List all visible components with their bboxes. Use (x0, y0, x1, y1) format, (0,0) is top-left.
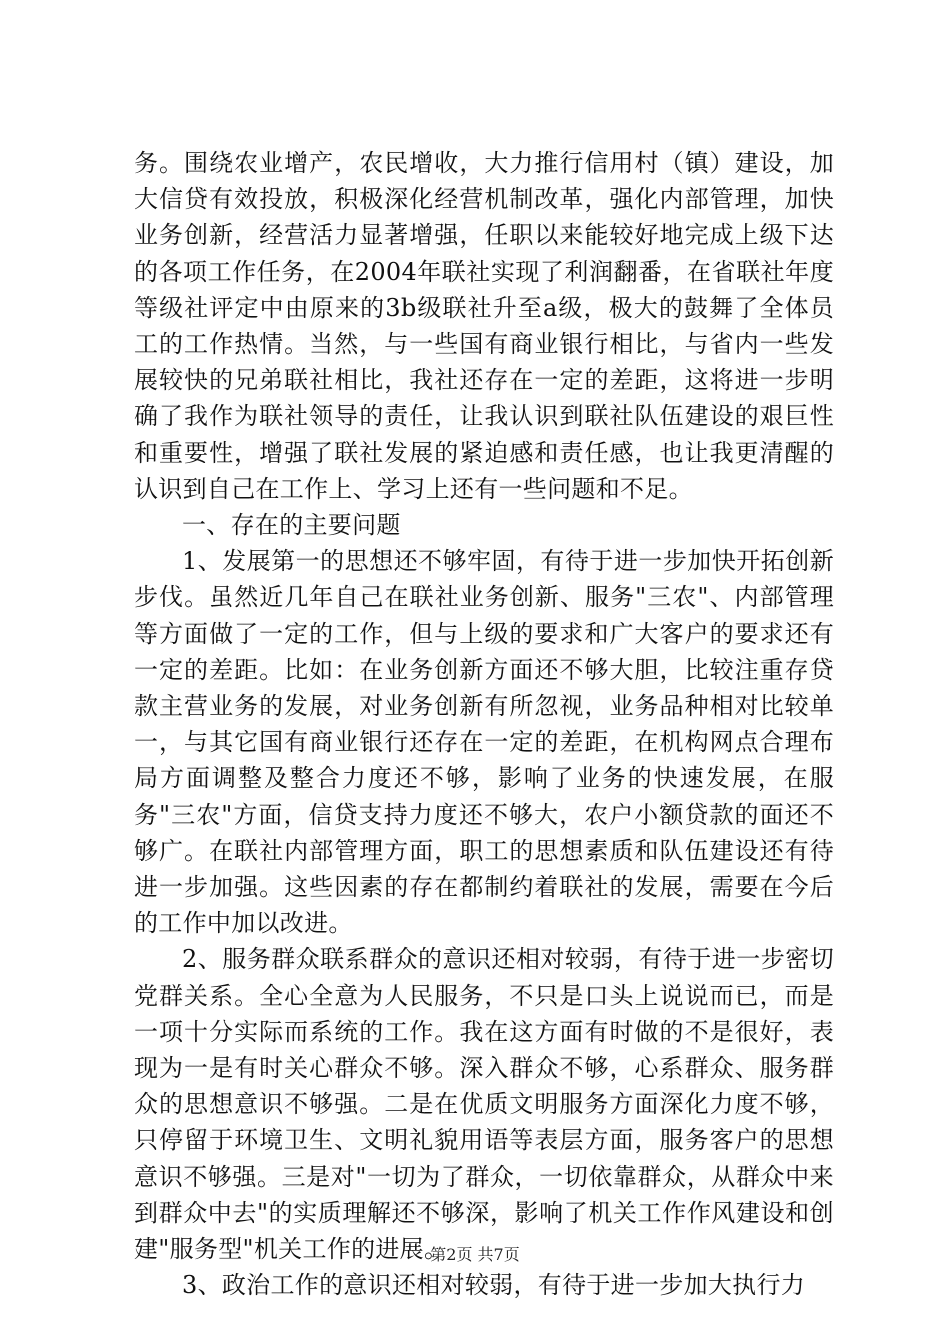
document-body (134, 145, 834, 1304)
page-number-footer: 第2页 共7页 (430, 1245, 520, 1264)
paragraph-issue-1: 1、发展第一的思想还不够牢固，有待于进一步加快开拓创新步伐。虽然近几年自己在联社业务创新、服务"三农"、内部管理等方面做了一定的工作，但与上级的要求和广大客户的要求还有一定的差距。比如：在业务创新方面还不够大胆，比较注重存贷款主营业务的发展，对业务创新有所忽视，业务品种相对比较单一，与其它国有商业银行还存在一定的差距，在机构网点合理布局方面调整及整合力度还不够，影响了业务的快速发展，在服务"三农"方面，信贷支持力度还不够大，农户小额贷款的面还不够广。在联社内部管理方面，职工的思想素质和队伍建设还有待进一步加强。这些因素的存在都制约着联社的发展，需要在今后的工作中加以改进。 (134, 547, 834, 938)
section-heading: 一、存在的主要问题 (182, 511, 401, 540)
paragraph-issue-2: 2、服务群众联系群众的意识还相对较弱，有待于进一步密切党群关系。全心全意为人民服务，不只是口头上说说而已，而是一项十分实际而系统的工作。我在这方面有时做的不是很好，表现为一是有时关心群众不够。深入群众不够，心系群众、服务群众的思想意识不够强。二是在优质文明服务方面深化力度不够，只停留于环境卫生、文明礼貌用语等表层方面，服务客户的思想意识不够强。三是对"一切为了群众，一切依靠群众，从群众中来到群众中去"的实质理解还不够深，影响了机关工作作风建设和创建"服务型"机关工作的进展。 (134, 945, 834, 1264)
paragraph-continuation: 务。围绕农业增产，农民增收，大力推行信用村（镇）建设，加大信贷有效投放，积极深化经营机制改革，强化内部管理，加快业务创新，经营活力显著增强，任职以来能较好地完成上级下达的各项工作任务，在2004年联社实现了利润翻番，在省联社年度等级社评定中由原来的3b级联社升至a级，极大的鼓舞了全体员工的工作热情。当然，与一些国有商业银行相比，与省内一些发展较快的兄弟联社相比，我社还存在一定的差距，这将进一步明确了我作为联社领导的责任，让我认识到联社队伍建设的艰巨性和重要性，增强了联社发展的紧迫感和责任感，也让我更清醒的认识到自己在工作上、学习上还有一些问题和不足。 (134, 149, 834, 503)
paragraph-issue-3: 3、政治工作的意识还相对较弱，有待于进一步加大执行力 (182, 1271, 806, 1300)
